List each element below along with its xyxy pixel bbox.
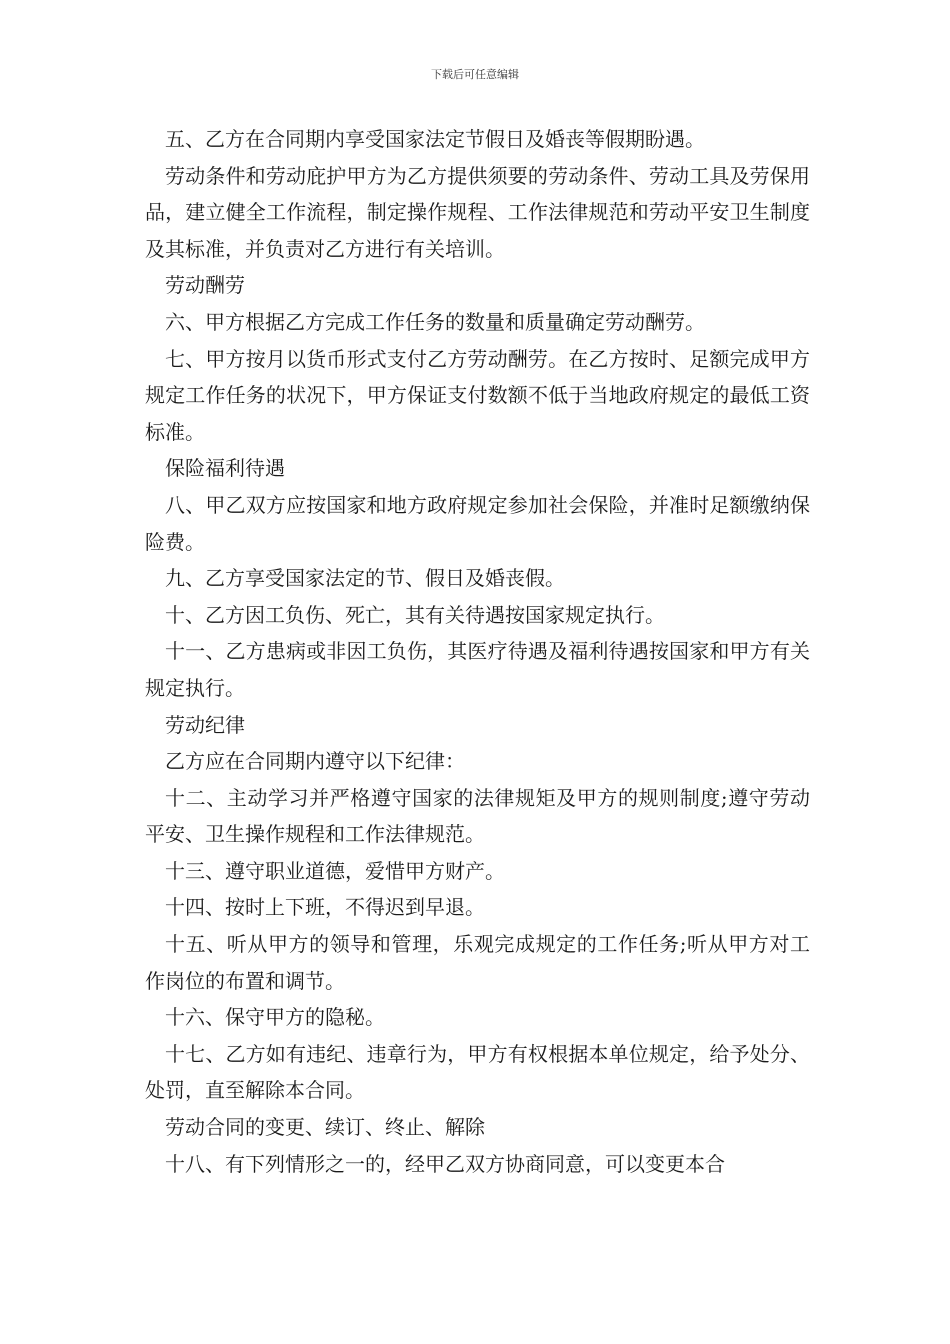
paragraph: 十四、按时上下班，不得迟到早退。 (165, 895, 485, 920)
paragraph: 七、甲方按月以货币形式支付乙方劳动酬劳。在乙方按时、足额完成甲方规定工作任务的状况下，甲方保证支付数额不低于当地政府规定的最低工资标准。 (145, 346, 810, 444)
paragraph: 九、乙方享受国家法定的节、假日及婚丧假。 (165, 566, 565, 591)
paragraph: 十五、听从甲方的领导和管理，乐观完成规定的工作任务;听从甲方对工作岗位的布置和调节。 (145, 932, 810, 993)
section-heading: 劳动合同的变更、续订、终止、解除 (165, 1115, 485, 1140)
section-heading: 劳动纪律 (165, 712, 245, 737)
section-heading: 劳动酬劳 (165, 273, 245, 298)
paragraph: 十七、乙方如有违纪、违章行为，甲方有权根据本单位规定，给予处分、处罚，直至解除本合同。 (145, 1041, 810, 1103)
paragraph: 十三、遵守职业道德，爱惜甲方财产。 (165, 858, 505, 883)
paragraph: 五、乙方在合同期内享受国家法定节假日及婚丧等假期盼遇。 (165, 127, 705, 151)
document-body (145, 121, 810, 1182)
paragraph: 十二、主动学习并严格遵守国家的法律规矩及甲方的规则制度;遵守劳动平安、卫生操作规程和工作法律规范。 (145, 785, 810, 847)
paragraph: 十八、有下列情形之一的，经甲乙双方协商同意，可以变更本合 (165, 1151, 725, 1176)
paragraph: 乙方应在合同期内遵守以下纪律： (165, 749, 465, 774)
paragraph: 八、甲乙双方应按国家和地方政府规定参加社会保险，并准时足额缴纳保险费。 (145, 492, 810, 554)
paragraph: 十一、乙方患病或非因工负伤，其医疗待遇及福利待遇按国家和甲方有关规定执行。 (145, 639, 810, 700)
page-header: 下载后可任意编辑 (431, 68, 519, 81)
paragraph: 十、乙方因工负伤、死亡，其有关待遇按国家规定执行。 (165, 602, 665, 627)
paragraph: 劳动条件和劳动庇护甲方为乙方提供须要的劳动条件、劳动工具及劳保用品，建立健全工作流程，制定操作规程、工作法律规范和劳动平安卫生制度及其标准，并负责对乙方进行有关培训。 (145, 163, 810, 261)
section-heading: 保险福利待遇 (165, 456, 285, 481)
paragraph: 十六、保守甲方的隐秘。 (165, 1005, 385, 1030)
paragraph: 六、甲方根据乙方完成工作任务的数量和质量确定劳动酬劳。 (165, 309, 705, 334)
